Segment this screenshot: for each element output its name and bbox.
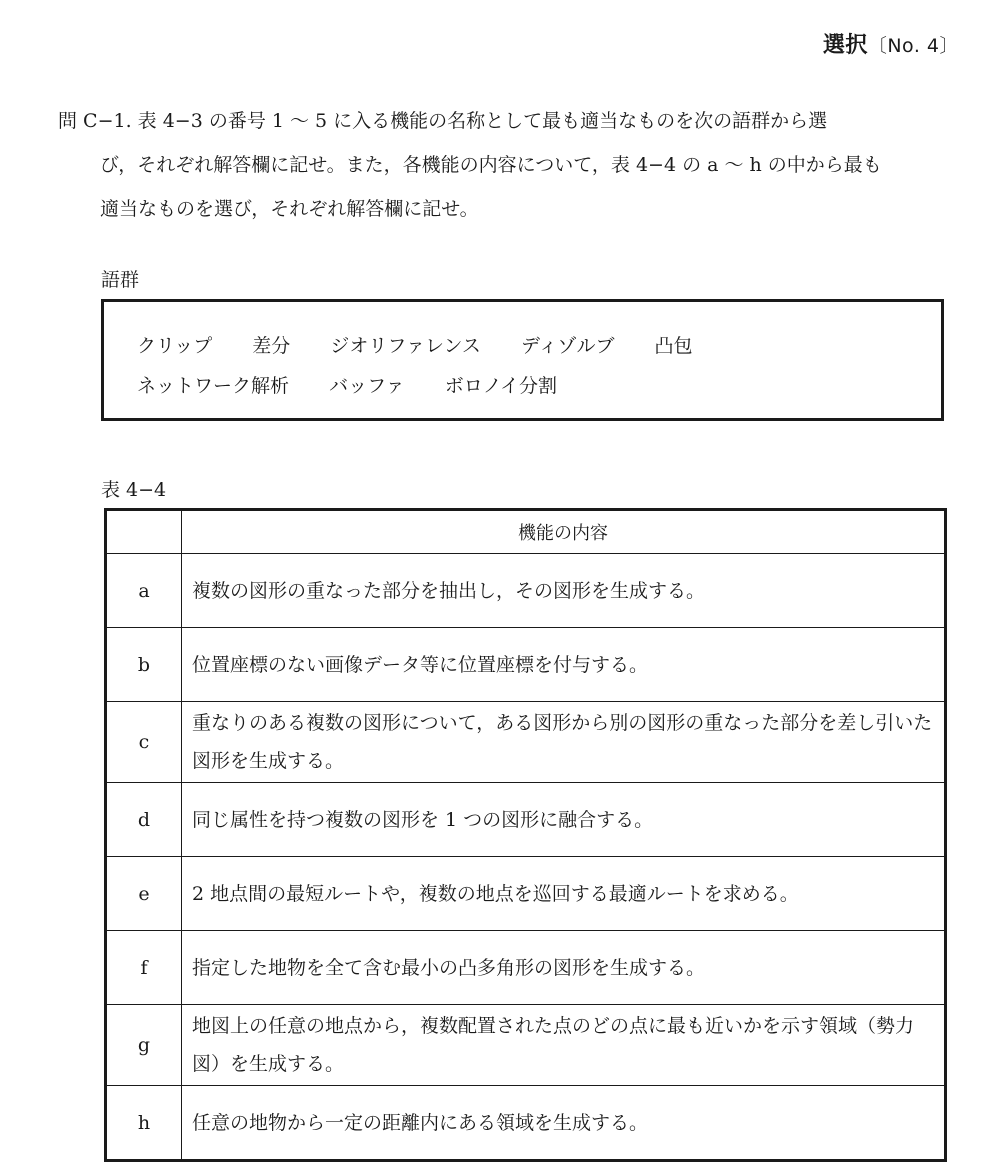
row-letter: h	[106, 1086, 182, 1161]
row-letter: f	[106, 931, 182, 1005]
table-header-content: 機能の内容	[182, 510, 946, 554]
table-header-blank	[106, 510, 182, 554]
question-line-1: 問 C−1. 表 4−3 の番号 1 〜 5 に入る機能の名称として最も適当なものを次の語群から選	[58, 110, 828, 132]
question-text	[58, 99, 963, 231]
row-description: 指定した地物を全て含む最小の凸多角形の図形を生成する。	[182, 931, 946, 1005]
word-row-2	[137, 371, 591, 398]
word-item: ジオリファレンス	[330, 335, 481, 357]
table-row	[106, 783, 946, 857]
row-description: 2 地点間の最短ルートや，複数の地点を巡回する最適ルートを求める。	[182, 857, 946, 931]
word-group-label: 語群	[101, 269, 140, 291]
function-table	[104, 508, 947, 1162]
row-description: 複数の図形の重なった部分を抽出し，その図形を生成する。	[182, 554, 946, 628]
row-description: 位置座標のない画像データ等に位置座標を付与する。	[182, 628, 946, 702]
question-line-2: び，それぞれ解答欄に記せ。また，各機能の内容について，表 4−4 の a 〜 h の中から最も	[100, 154, 882, 176]
word-item: ネットワーク解析	[137, 375, 290, 397]
row-letter: e	[106, 857, 182, 931]
question-line-3: 適当なものを選び，それぞれ解答欄に記せ。	[100, 198, 479, 220]
table-row	[106, 1086, 946, 1161]
word-item: ディゾルブ	[520, 335, 615, 357]
table-row	[106, 931, 946, 1005]
section-header-number: 〔No. 4〕	[867, 35, 959, 57]
word-item: 差分	[252, 335, 291, 357]
word-item: クリップ	[137, 335, 213, 357]
row-letter: c	[106, 702, 182, 783]
word-group-box	[101, 299, 944, 421]
word-row-1	[137, 331, 727, 358]
section-header	[823, 28, 959, 59]
table-row	[106, 702, 946, 783]
row-letter: g	[106, 1005, 182, 1086]
row-description: 任意の地物から一定の距離内にある領域を生成する。	[182, 1086, 946, 1161]
row-letter: b	[106, 628, 182, 702]
row-description: 重なりのある複数の図形について，ある図形から別の図形の重なった部分を差し引いた図形を生成する。	[182, 702, 946, 783]
table-row	[106, 554, 946, 628]
word-item: 凸包	[654, 335, 693, 357]
table-label: 表 4−4	[101, 479, 167, 501]
table-row	[106, 628, 946, 702]
table-header-row	[106, 510, 946, 554]
row-description: 同じ属性を持つ複数の図形を 1 つの図形に融合する。	[182, 783, 946, 857]
row-letter: a	[106, 554, 182, 628]
section-header-bold: 選択	[822, 33, 868, 58]
table-row	[106, 1005, 946, 1086]
word-item: バッファ	[329, 375, 405, 397]
word-item: ボロノイ分割	[444, 375, 558, 397]
row-letter: d	[106, 783, 182, 857]
row-description: 地図上の任意の地点から，複数配置された点のどの点に最も近いかを示す領域（勢力図）を生成する。	[182, 1005, 946, 1086]
table-row	[106, 857, 946, 931]
